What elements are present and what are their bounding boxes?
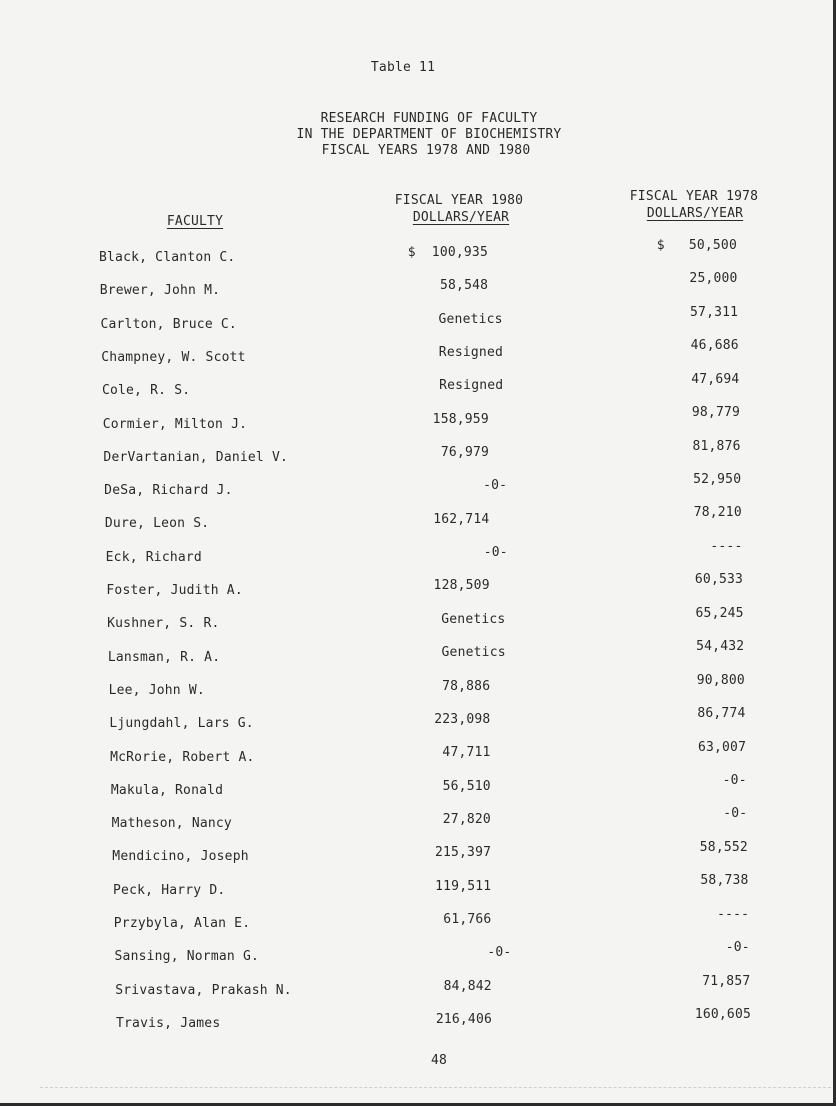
fy1980-value: 162,714: [433, 511, 490, 527]
fy1978-value: 98,779: [691, 405, 741, 421]
fy1980-value: 216,406: [435, 1012, 492, 1027]
fy1978-value: 54,432: [696, 639, 745, 655]
faculty-name: Travis, James: [116, 1016, 221, 1031]
fy1980-value: 78,886: [442, 678, 491, 694]
fy1978-value: 71,857: [702, 973, 751, 989]
fy1978-value: 25,000: [689, 271, 738, 287]
title-line-1: RESEARCH FUNDING OF FACULTY: [320, 111, 538, 126]
fy1980-value: Genetics: [438, 311, 503, 327]
fy1978-value: ----: [710, 538, 743, 554]
faculty-name: Przybyla, Alan E.: [113, 916, 251, 932]
bottom-rule: [40, 1087, 836, 1088]
fy1980-value: 223,098: [434, 711, 491, 727]
fy1980-value: -0-: [487, 945, 512, 961]
fy1980-value: Resigned: [439, 378, 504, 394]
fy1978-value: 65,245: [695, 605, 744, 621]
faculty-name: Matheson, Nancy: [111, 816, 232, 832]
fy1980-value: 128,509: [433, 578, 490, 594]
fy1978-value: 78,210: [693, 505, 742, 521]
fy1978-value: 58,738: [700, 873, 749, 889]
header-fy1978-line2: DOLLARS/YEAR: [646, 206, 744, 221]
fy1978-value: 63,007: [697, 739, 747, 755]
faculty-name: DeSa, Richard J.: [104, 483, 233, 499]
header-fy1980-line1: FISCAL YEAR 1980: [394, 193, 524, 208]
faculty-name: Brewer, John M.: [99, 283, 221, 299]
fy1978-value: -0-: [722, 772, 747, 788]
fy1978-value: 57,311: [690, 304, 739, 320]
fy1980-value: Resigned: [438, 345, 504, 361]
fy1978-value: 81,876: [692, 438, 741, 454]
faculty-name: Lee, John W.: [108, 682, 205, 698]
fy1980-value: 119,511: [435, 878, 492, 894]
faculty-name: Cormier, Milton J.: [102, 416, 248, 432]
faculty-name: Srivastava, Prakash N.: [115, 982, 292, 998]
fy1980-value: 215,397: [434, 845, 492, 861]
fy1980-value: 84,842: [443, 978, 492, 994]
fy1980-value: $ 100,935: [407, 245, 488, 260]
faculty-name: Dure, Leon S.: [104, 516, 210, 532]
faculty-name: Foster, Judith A.: [106, 583, 243, 599]
fy1980-value: 27,820: [442, 811, 491, 827]
fy1980-value: 58,548: [440, 278, 489, 294]
faculty-name: Sansing, Norman G.: [114, 949, 259, 965]
fy1978-value: 90,800: [696, 672, 745, 688]
page-number: 48: [430, 1053, 448, 1068]
fy1978-value: 58,552: [699, 839, 748, 855]
title-line-3: FISCAL YEARS 1978 AND 1980: [321, 143, 531, 158]
title-line-2: IN THE DEPARTMENT OF BIOCHEMISTRY: [296, 127, 562, 142]
faculty-name: Ljungdahl, Lars G.: [109, 716, 254, 732]
fy1978-value: -0-: [725, 940, 750, 956]
fy1980-value: 56,510: [442, 778, 491, 794]
faculty-name: Lansman, R. A.: [107, 649, 221, 665]
faculty-name: DerVartanian, Daniel V.: [103, 449, 289, 465]
fy1978-value: 46,686: [690, 338, 739, 354]
fy1978-value: 160,605: [694, 1007, 751, 1022]
faculty-name: Cole, R. S.: [101, 383, 191, 399]
fy1978-value: 60,533: [694, 572, 744, 588]
fy1978-value: ----: [717, 906, 750, 922]
fy1978-value: 52,950: [693, 472, 742, 488]
faculty-name: Peck, Harry D.: [113, 882, 226, 898]
fy1980-value: 76,979: [440, 445, 490, 461]
faculty-name: Kushner, S. R.: [107, 616, 220, 632]
fy1980-value: Genetics: [441, 645, 506, 661]
fy1980-value: 47,711: [442, 745, 491, 761]
fy1978-value: $ 50,500: [656, 238, 737, 253]
fy1980-value: 158,959: [432, 411, 489, 427]
fy1978-value: 86,774: [697, 706, 746, 722]
fy1980-value: Genetics: [441, 611, 506, 627]
faculty-name: Makula, Ronald: [110, 782, 224, 798]
faculty-name: McRorie, Robert A.: [110, 749, 255, 765]
table-label: Table 11: [370, 60, 436, 75]
faculty-name: Carlton, Bruce C.: [100, 316, 237, 332]
fy1980-value: 61,766: [443, 911, 492, 927]
fy1978-value: -0-: [723, 806, 748, 822]
header-faculty: FACULTY: [166, 214, 224, 229]
fy1980-value: -0-: [483, 545, 508, 561]
faculty-name: Mendicino, Joseph: [112, 849, 249, 865]
header-fy1980-line2: DOLLARS/YEAR: [412, 210, 510, 225]
fy1978-value: 47,694: [691, 371, 740, 387]
faculty-name: Black, Clanton C.: [99, 250, 236, 265]
faculty-name: Champney, W. Scott: [101, 349, 246, 365]
header-fy1978-line1: FISCAL YEAR 1978: [629, 189, 759, 204]
fy1980-value: -0-: [483, 478, 508, 494]
faculty-name: Eck, Richard: [105, 549, 202, 565]
